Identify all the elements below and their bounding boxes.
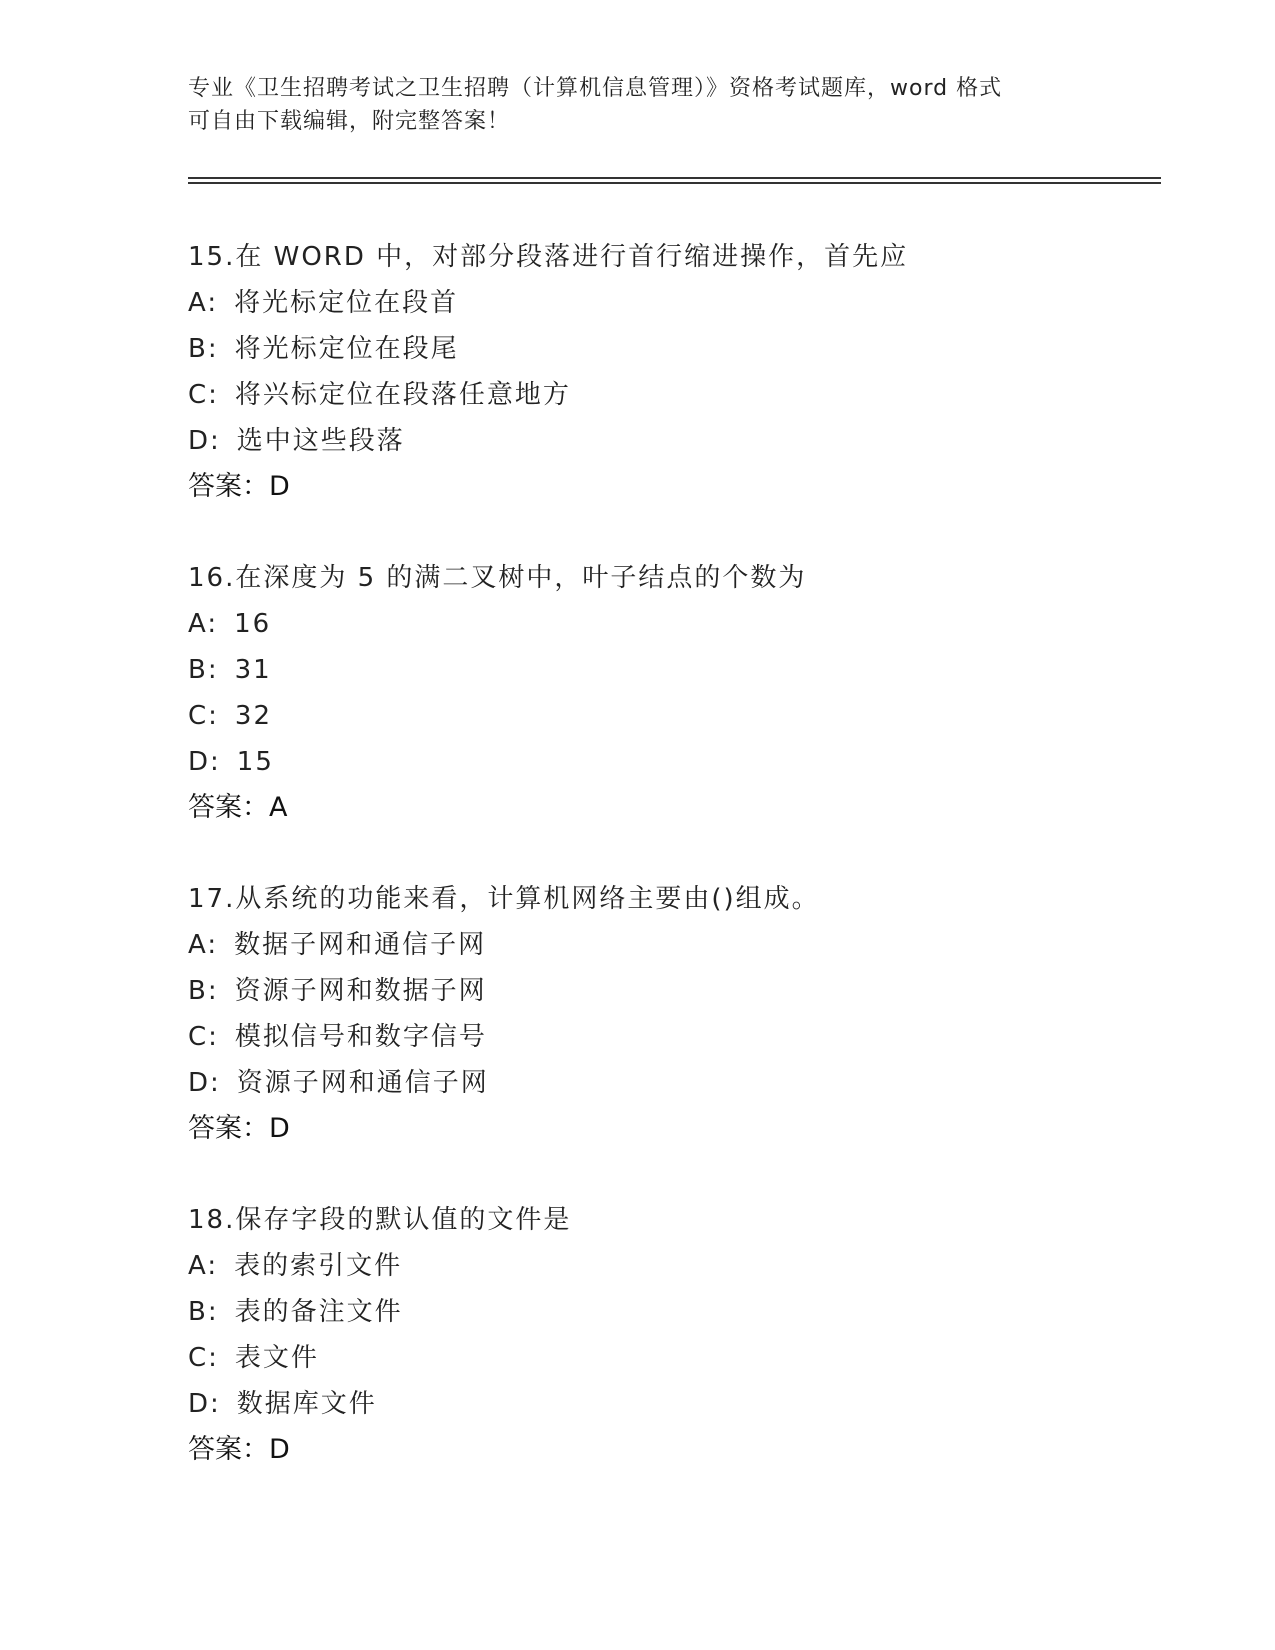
option-label: A: (188, 930, 219, 960)
option-a (188, 1243, 1188, 1289)
header-line-2: 可自由下载编辑，附完整答案！ (188, 109, 511, 134)
option-label: B: (188, 655, 219, 685)
option-text: 将光标定位在段首 (234, 288, 459, 318)
option-label: D: (188, 747, 221, 777)
option-d (188, 1060, 1188, 1106)
option-text: 资源子网和数据子网 (234, 976, 487, 1006)
header-divider-top (188, 177, 1161, 179)
answer-line: 答案：D (188, 1434, 290, 1465)
option-d (188, 1381, 1188, 1427)
option-label: C: (188, 380, 219, 410)
answer-line: 答案：A (188, 792, 288, 823)
question-stem: 16.在深度为 5 的满二叉树中，叶子结点的个数为 (188, 563, 807, 593)
question-18 (188, 1197, 1188, 1473)
header-line-1: 专业《卫生招聘考试之卫生招聘（计算机信息管理）》资格考试题库，word 格式 (188, 76, 1003, 101)
option-b (188, 1289, 1188, 1335)
question-16 (188, 555, 1188, 831)
option-label: C: (188, 701, 219, 731)
option-d (188, 739, 1188, 785)
option-text: 将兴标定位在段落任意地方 (234, 380, 571, 410)
option-c (188, 372, 1188, 418)
option-text: 数据库文件 (236, 1389, 377, 1419)
option-text: 表的备注文件 (234, 1297, 403, 1327)
option-a (188, 922, 1188, 968)
header-divider-bottom (188, 182, 1161, 184)
option-text: 16 (234, 609, 272, 639)
option-label: D: (188, 1068, 221, 1098)
option-b (188, 647, 1188, 693)
question-stem: 18.保存字段的默认值的文件是 (188, 1205, 572, 1235)
option-label: A: (188, 609, 219, 639)
option-a (188, 280, 1188, 326)
option-label: A: (188, 1251, 219, 1281)
document-header (188, 72, 1088, 138)
answer-line: 答案：D (188, 471, 290, 502)
option-text: 将光标定位在段尾 (234, 334, 459, 364)
option-b (188, 326, 1188, 372)
option-text: 资源子网和通信子网 (236, 1068, 489, 1098)
option-d (188, 418, 1188, 464)
option-text: 15 (236, 747, 274, 777)
option-text: 表的索引文件 (234, 1251, 403, 1281)
option-label: A: (188, 288, 219, 318)
option-label: B: (188, 334, 219, 364)
option-label: D: (188, 426, 221, 456)
option-a (188, 601, 1188, 647)
option-b (188, 968, 1188, 1014)
question-15 (188, 234, 1188, 510)
question-stem: 15.在 WORD 中，对部分段落进行首行缩进操作，首先应 (188, 242, 909, 272)
question-stem: 17.从系统的功能来看，计算机网络主要由()组成。 (188, 884, 820, 914)
option-text: 模拟信号和数字信号 (234, 1022, 487, 1052)
option-label: C: (188, 1343, 219, 1373)
question-17 (188, 876, 1188, 1152)
option-label: B: (188, 1297, 219, 1327)
answer-line: 答案：D (188, 1113, 290, 1144)
option-label: D: (188, 1389, 221, 1419)
option-text: 表文件 (234, 1343, 319, 1373)
option-text: 选中这些段落 (236, 426, 405, 456)
option-label: C: (188, 1022, 219, 1052)
option-c (188, 693, 1188, 739)
option-text: 32 (234, 701, 273, 731)
option-c (188, 1335, 1188, 1381)
option-c (188, 1014, 1188, 1060)
option-label: B: (188, 976, 219, 1006)
option-text: 数据子网和通信子网 (234, 930, 487, 960)
option-text: 31 (234, 655, 272, 685)
